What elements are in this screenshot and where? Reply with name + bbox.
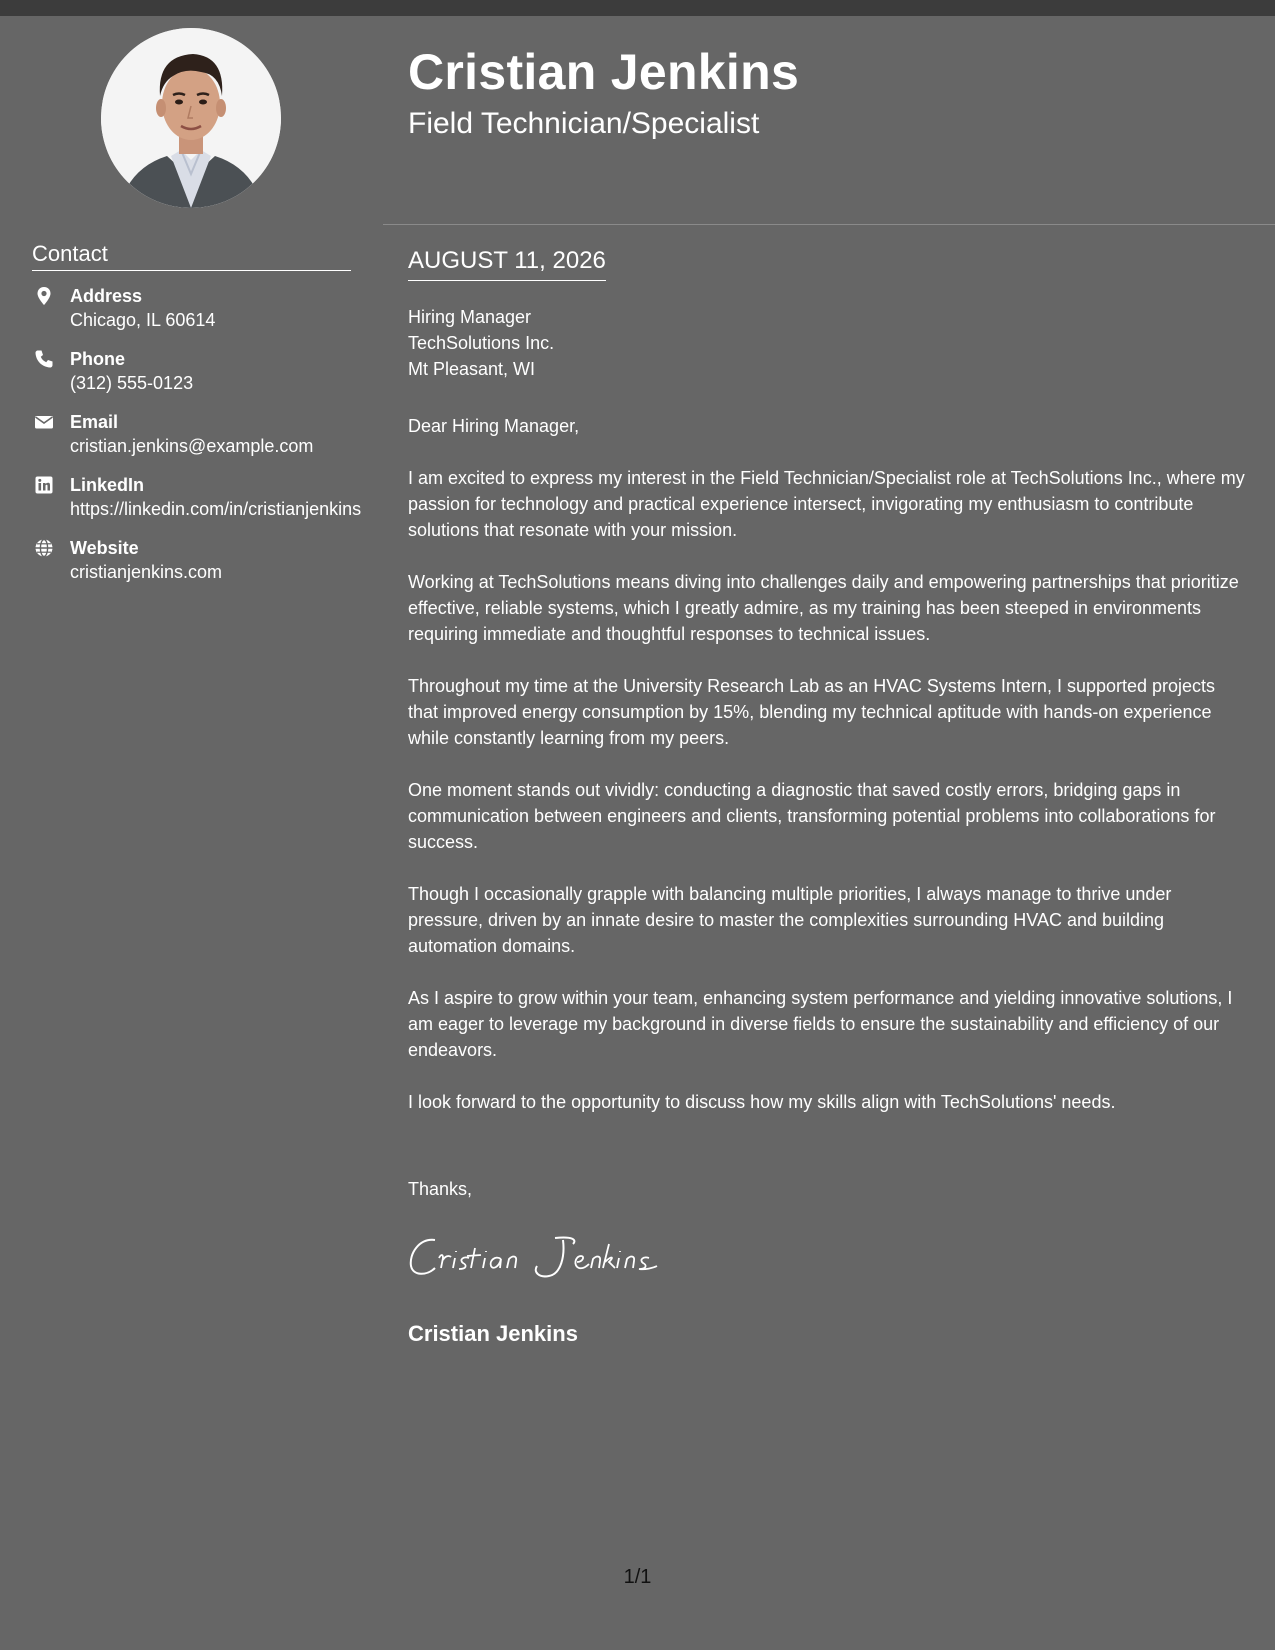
contact-address [32, 284, 362, 332]
letter-date: AUGUST 11, 2026 [408, 244, 606, 281]
globe-icon [34, 538, 54, 558]
letter-body [408, 413, 1248, 1141]
contact-email-label: Email [70, 412, 119, 432]
letter-paragraph: Though I occasionally grapple with balancing multiple priorities, I always manage to thrive under pressure, driven by an innate desire to master the complexities surrounding HVAC and building automation domains. [408, 884, 1172, 956]
recipient-company: TechSolutions Inc. [408, 333, 555, 353]
contact-website-value[interactable]: cristianjenkins.com [70, 562, 223, 582]
contact-email-value[interactable]: cristian.jenkins@example.com [70, 436, 314, 456]
letter-main [383, 16, 1275, 1650]
signature-image [405, 1228, 685, 1288]
contact-list [32, 284, 362, 599]
envelope-icon [34, 412, 54, 432]
contact-phone [32, 347, 362, 395]
page-number: 1/1 [623, 1566, 652, 1588]
contact-website [32, 536, 362, 584]
candidate-role: Field Technician/Specialist [408, 107, 760, 140]
letter-paragraph: Throughout my time at the University Research Lab as an HVAC Systems Intern, I supported projects that improved energy consumption by 15%, blending my technical aptitude with hands-on experience while constantly learning from my peers. [408, 676, 1216, 748]
closing: Thanks, [408, 1179, 473, 1199]
top-bar [0, 0, 1275, 16]
header-divider [383, 224, 1275, 225]
salutation: Dear Hiring Manager, [408, 416, 580, 436]
letter-paragraph: I am excited to express my interest in the Field Technician/Specialist role at TechSolutions Inc., where my passion for technology and practical experience intersect, invigorating my enthusiasm to contribute solutions that resonate with your mission. [408, 468, 1245, 540]
letter-paragraph: One moment stands out vividly: conducting a diagnostic that saved costly errors, bridging gaps in communication between engineers and clients, transforming potential problems into collaborations for success. [408, 780, 1216, 852]
contact-phone-label: Phone [70, 349, 126, 369]
letter-paragraph: I look forward to the opportunity to discuss how my skills align with TechSolutions' needs. [408, 1092, 1116, 1112]
letter-paragraph: Working at TechSolutions means diving into challenges daily and empowering partnerships that prioritize effective, reliable systems, which I greatly admire, as my training has been steeped in environments requiring immediate and thoughtful responses to technical issues. [408, 572, 1239, 644]
candidate-name: Cristian Jenkins [408, 44, 800, 100]
avatar [101, 28, 281, 208]
contact-phone-value: (312) 555-0123 [70, 373, 194, 393]
map-pin-icon [34, 286, 54, 306]
phone-icon [34, 349, 54, 369]
letter-paragraph: As I aspire to grow within your team, enhancing system performance and yielding innovative solutions, I am eager to leverage my background in diverse fields to ensure the sustainability and efficiency of our endeavors. [408, 988, 1233, 1060]
contact-address-value: Chicago, IL 60614 [70, 310, 216, 330]
recipient-block [408, 304, 554, 382]
signed-name: Cristian Jenkins [408, 1321, 578, 1346]
contact-linkedin-label: LinkedIn [70, 475, 145, 495]
profile-photo [101, 28, 281, 208]
contact-linkedin-value[interactable]: https://linkedin.com/in/cristianjenkins [70, 499, 362, 519]
contact-website-label: Website [70, 538, 139, 558]
contact-heading: Contact [32, 241, 351, 271]
linkedin-icon [34, 475, 54, 495]
contact-address-label: Address [70, 286, 143, 306]
contact-linkedin [32, 473, 362, 521]
recipient-title: Hiring Manager [408, 307, 532, 327]
sidebar [0, 16, 383, 1650]
contact-email [32, 410, 362, 458]
signature [405, 1228, 685, 1293]
recipient-location: Mt Pleasant, WI [408, 359, 536, 379]
